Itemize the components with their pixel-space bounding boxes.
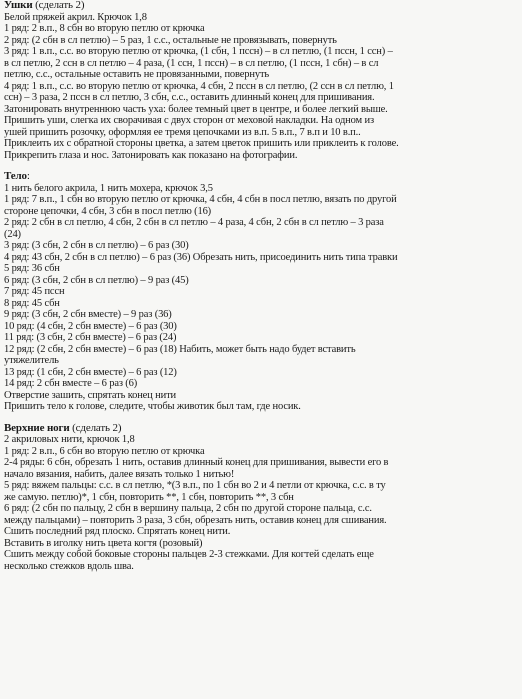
ears-title: Ушки [4, 0, 33, 11]
legs-text-line: же самую. петлю)*, 1 сбн, повторить **, 1 сбн, повторить **, 3 сбн [4, 491, 294, 503]
legs-text-line: начало вязания, набить, далее вязать только 1 нитью! [4, 468, 235, 480]
body-text-line: 11 ряд: (3 сбн, 2 сбн вместе) – 6 раз (24) [4, 332, 177, 343]
body-text-line: 3 ряд: (3 сбн, 2 сбн в сл петлю) – 6 раз (30) [4, 240, 189, 251]
legs-text-line: между пальцами) – повторить 3 раза, 3 сбн, обрезать нить, оставив конец для сшивания. [4, 514, 387, 526]
ears-text-line: ссн) – 3 раза, 2 пссн в сл петлю, 3 сбн, с.с., оставить длинный конец для пришивания. [4, 92, 375, 103]
body-title-note: : [26, 171, 30, 182]
body-text-line: 13 ряд: (1 сбн, 2 сбн вместе) – 6 раз (12) [4, 366, 177, 378]
body-text-line: 1 ряд: 7 в.п., 1 сбн во вторую петлю от крючка, 4 сбн, 4 сбн в посл петлю, вязать по другой [4, 194, 397, 205]
ears-text-line: в сл петлю, 2 ссн в сл петлю – 4 раза, (1 ссн, 1 пссн) – в сл петлю, (1 пссн, 1 сбн) – в сл [4, 57, 379, 69]
legs-section [4, 423, 518, 573]
legs-text-line: 2-4 ряды: 6 сбн, обрезать 1 нить, оставив длинный конец для пришивания, вывести его в [4, 457, 389, 468]
legs-text-line: Вставить в иголку нить цвета когтя (розовый) [4, 537, 203, 549]
legs-text [4, 434, 518, 572]
ears-section [4, 0, 518, 161]
body-text-line: (24) [4, 228, 21, 240]
body-text [4, 183, 518, 413]
section-title [4, 171, 518, 183]
body-text-line: 7 ряд: 45 пссн [4, 286, 65, 297]
legs-text-line: 6 ряд: (2 сбн по пальцу, 2 сбн в вершину пальца, 2 сбн по другой стороне пальца, с.с. [4, 503, 372, 514]
ears-text-line: Пришить уши, слегка их сворачивая с двух сторон от меховой накладки. На одном из [4, 115, 374, 126]
ears-text-line: Прикрепить глаза и нос. Затонировать как показано на фотографии. [4, 149, 298, 161]
ears-text-line: ушей пришить розочку, оформляя ее тремя цепочками из в.п. 5 в.п., 7 в.п и 10 в.п.. [4, 126, 361, 138]
legs-text-line: Сшить между собой боковые стороны пальцев 2-3 стежками. Для когтей сделать еще [4, 549, 374, 560]
body-text-line: 8 ряд: 45 сбн [4, 297, 60, 309]
body-text-line: 6 ряд: (3 сбн, 2 сбн в сл петлю) – 9 раз (45) [4, 274, 189, 286]
section-title [4, 0, 518, 12]
body-text-line: Пришить тело к голове, следите, чтобы животик был там, где носик. [4, 401, 301, 412]
body-text-line: 1 нить белого акрила, 1 нить мохера, крючок 3,5 [4, 182, 213, 194]
body-title: Тело [4, 171, 27, 182]
body-section [4, 171, 518, 413]
legs-text-line: Сшить последний ряд плоско. Спрятать конец нити. [4, 526, 231, 537]
ears-text-line: 4 ряд: 1 в.п., с.с. во вторую петлю от крючка, 4 сбн, 2 пссн в сл петлю, (2 ссн в сл петлю, 1 [4, 80, 394, 92]
body-text-line: 9 ряд: (3 сбн, 2 сбн вместе) – 9 раз (36) [4, 309, 172, 320]
ears-text-line: 2 ряд: (2 сбн в сл петлю) – 5 раз, 1 с.с., остальные не провязывать, повернуть [4, 34, 337, 46]
ears-text-line: Белой пряжей акрил. Крючок 1,8 [4, 11, 147, 23]
ears-text [4, 12, 518, 162]
body-text-line: 12 ряд: (2 сбн, 2 сбн вместе) – 6 раз (18) Набить, может быть надо будет вставить [4, 343, 356, 355]
ears-text-line: петлю, с.с., остальные оставить не провязанными, повернуть [4, 69, 270, 80]
legs-text-line: 5 ряд: вяжем пальцы: с.с. в сл петлю, *(3 в.п., по 1 сбн во 2 и 4 петли от крючка, с.с. в ту [4, 480, 386, 491]
ears-text-line: Приклеить их с обратной стороны цветка, а затем цветок пришить или приклеить к голове. [4, 138, 399, 149]
legs-title-note: (сделать 2) [72, 422, 122, 434]
legs-text-line: несколько стежков вдоль шва. [4, 560, 134, 572]
body-text-line: 5 ряд: 36 сбн [4, 263, 60, 274]
body-text-line: 14 ряд: 2 сбн вместе – 6 раз (6) [4, 378, 138, 389]
ears-text-line: 3 ряд: 1 в.п., с.с. во вторую петлю от крючка, (1 сбн, 1 пссн) – в сл петлю, (1 пссн, 1 ссн) – [4, 46, 393, 57]
ears-title-note: (сделать 2) [35, 0, 85, 11]
section-title [4, 423, 518, 435]
legs-text-line: 2 акриловых нити, крючок 1,8 [4, 434, 135, 445]
body-text-line: 4 ряд: 43 сбн, 2 сбн в сл петлю) – 6 раз (36) Обрезать нить, присоединить нить типа травки [4, 251, 398, 263]
body-text-line: стороне цепочки, 4 сбн, 3 сбн в посл петлю (16) [4, 205, 212, 217]
ears-text-line: Затонировать внутреннюю часть уха: более темный цвет в центре, и более легкий выше. [4, 103, 388, 115]
legs-text-line: 1 ряд: 2 в.п., 6 сбн во вторую петлю от крючка [4, 445, 205, 457]
body-text-line: Отверстие зашить, спрятать конец нити [4, 389, 176, 401]
body-text-line: утяжелитель [4, 355, 59, 366]
ears-text-line: 1 ряд: 2 в.п., 8 сбн во вторую петлю от крючка [4, 23, 205, 34]
body-text-line: 10 ряд: (4 сбн, 2 сбн вместе) – 6 раз (30) [4, 320, 177, 332]
legs-title: Верхние ноги [4, 422, 70, 434]
body-text-line: 2 ряд: 2 сбн в сл петлю, 4 сбн, 2 сбн в сл петлю – 4 раза, 4 сбн, 2 сбн в сл петлю – 3 раза [4, 217, 384, 228]
